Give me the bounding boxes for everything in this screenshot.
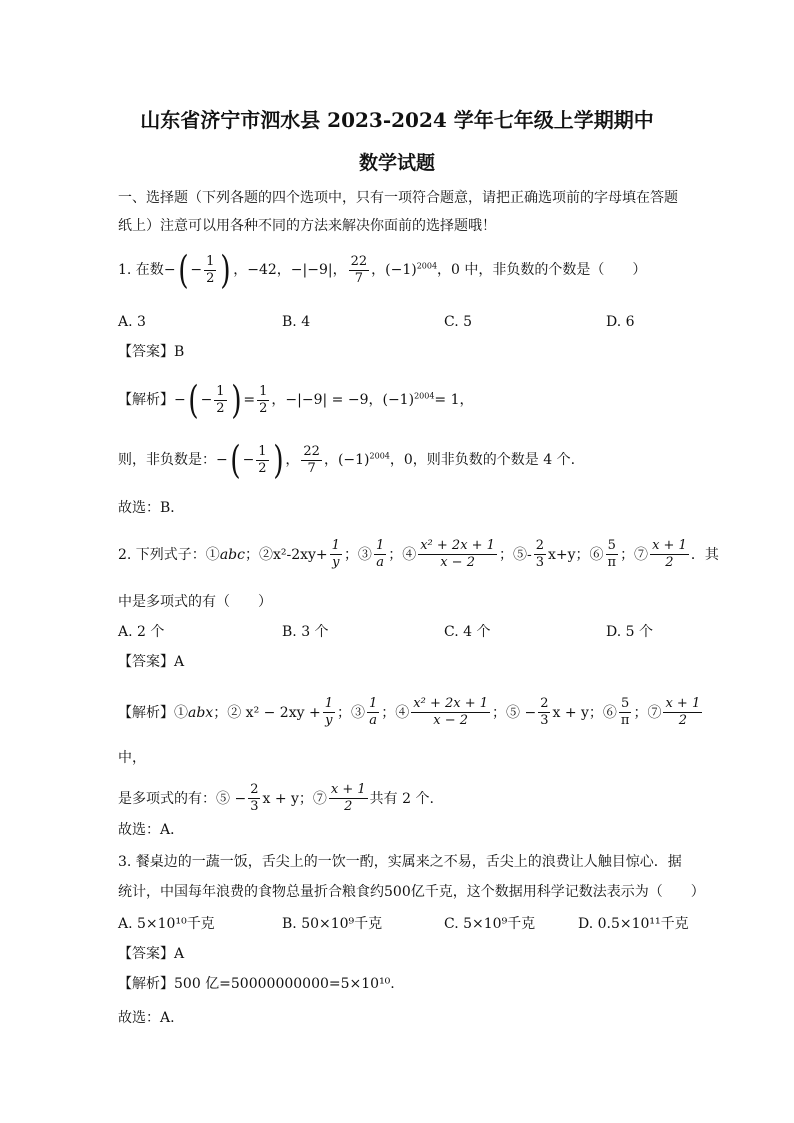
q1-option-d: D. 6 (606, 314, 635, 330)
q3-option-b: B. 50×10⁹千克 (282, 916, 383, 932)
q3-option-d: D. 0.5×10¹¹千克 (578, 916, 689, 932)
section-intro-line1: 一、选择题（下列各题的四个选项中，只有一项符合题意，请把正确选项前的字母填在答题 (118, 190, 678, 206)
q3-solution: 【解析】500 亿=50000000000=5×10¹⁰. (118, 976, 395, 992)
fraction: $\frac{22}{7}$ (350, 253, 368, 286)
document-title: 山东省济宁市泗水县 2023-2024 学年七年级上学期期中 (140, 108, 654, 132)
q3-conclusion: 故选：A. (118, 1010, 175, 1026)
fraction: $\frac{1}{2}$ (258, 443, 267, 476)
q2-conclusion: 故选：A． (118, 822, 185, 838)
fraction: $\frac{1}{a}$ (375, 538, 385, 570)
q1-solution-line2: 则，非负数是：−( − $\frac{1}{2}$ ) ， $\frac{22}{7}$ ，$(-1)^{2004}$，0，则非负数的个数是 4 个. (118, 438, 576, 482)
q2-option-b: B. 3 个 (282, 624, 329, 640)
fraction: $\frac{x + 1}{2}$ (330, 782, 366, 814)
q3-option-a: A. 5×10¹⁰千克 (118, 916, 215, 932)
q2-option-c: C. 4 个 (444, 624, 491, 640)
fraction: $\frac{1}{2}$ (259, 383, 268, 416)
q2-solution-line3: 是多项式的有：⑤ − $\frac{2}{3}$ x + y；⑦ $\frac{x + 1}{2}$ 共有 2 个. (118, 782, 434, 814)
fraction: $\frac{22}{7}$ (303, 443, 320, 476)
q1-option-c: C. 5 (444, 314, 473, 330)
fraction: $\frac{1}{a}$ (368, 696, 378, 728)
q1-option-b: B. 4 (282, 314, 311, 330)
q3-stem-line2: 统计，中国每年浪费的食物总量折合粮食约500亿千克，这个数据用科学记数法表示为（ ） (118, 884, 705, 900)
fraction: $\frac{1}{y}$ (324, 696, 333, 728)
fraction: $\frac{1}{y}$ (331, 538, 340, 570)
q3-stem-line1: 3. 餐桌边的一蔬一饭，舌尖上的一饮一酌，实属来之不易，舌尖上的浪费让人触目惊心．据 (118, 854, 682, 870)
q2-stem-line2: 中是多项式的有（ ） (118, 594, 272, 610)
q1-answer: 【答案】B (118, 344, 185, 360)
fraction: $\frac{x + 1}{2}$ (652, 538, 687, 570)
q1-conclusion: 故选：B． (118, 500, 185, 516)
document-subtitle: 数学试题 (358, 152, 435, 174)
q3-option-c: C. 5×10⁹千克 (444, 916, 536, 932)
fraction: $\frac{2}{3}$ (250, 782, 259, 814)
fraction: $\frac{2}{3}$ (540, 696, 549, 728)
fraction: $\frac{\text{x² + 2x + 1}}{x - 2}$ (413, 696, 488, 728)
q1-option-a: A. 3 (118, 314, 146, 330)
fraction: $\frac{1}{2}$ (206, 253, 215, 286)
fraction: $\frac{1}{2}$ (216, 383, 225, 416)
fraction: $\frac{2}{3}$ (535, 538, 544, 570)
q3-answer: 【答案】A (118, 946, 185, 962)
q2-option-a: A. 2 个 (118, 624, 165, 640)
fraction: $\frac{x + 1}{2}$ (665, 696, 701, 728)
fraction: $\frac{\text{x² + 2x + 1}}{x - 2}$ (420, 538, 495, 570)
fraction: $\frac{5}{\pi}$ (620, 696, 630, 728)
q2-stem-line1: 2. 下列式子：①abc；②x²-2xy+ $\frac{1}{y}$ ；③ $\frac{1}{a}$ ；④ $\frac{\text{x² + 2x + 1}}{x - 2}$ ；⑤- $\frac{2}{3}$ x+y；⑥ $\frac{5}{\pi}$ ；⑦ $\frac{x + 1}{2}$ ．其 (118, 538, 719, 570)
q2-solution-line2: 中， (118, 750, 146, 766)
fraction: $\frac{5}{\pi}$ (607, 538, 617, 570)
q1-solution-line1: 【解析】−( − $\frac{1}{2}$ ) = $\frac{1}{2}$ ，−|−9| = −9，$(-1)^{2004}= 1$， (118, 378, 474, 422)
q2-option-d: D. 5 个 (606, 624, 653, 640)
q2-solution-line1: 【解析】①abx；② x² − 2xy + $\frac{1}{y}$ ；③ $\frac{1}{a}$ ；④ $\frac{\text{x² + 2x + 1}}{x - 2}$ ；⑤ − $\frac{2}{3}$ x + y；⑥ $\frac{5}{\pi}$ ；⑦ $\frac{x + 1}{2}$ (118, 696, 701, 728)
q1-stem: 1. 在数−( − $\frac{1}{2}$ ) ，−42，−|−9|， $\frac{22}{7}$ ，$(-1)^{2004}$，0 中，非负数的个数是（ ） (118, 248, 647, 292)
section-intro-line2: 纸上）注意可以用各种不同的方法来解决你面前的选择题哦！ (118, 218, 496, 234)
q2-answer: 【答案】A (118, 654, 185, 670)
